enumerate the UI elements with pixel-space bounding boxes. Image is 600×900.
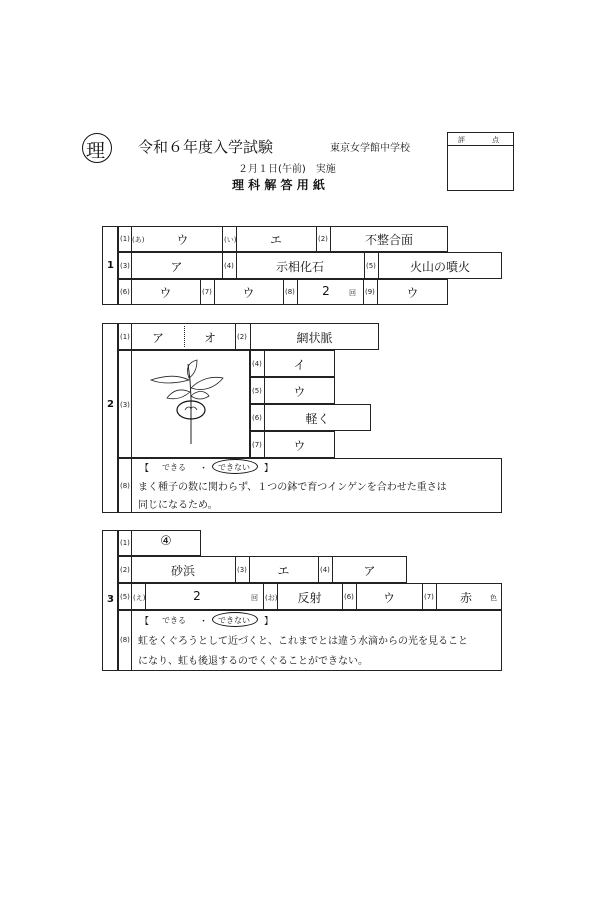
s2-q1-label: (1) xyxy=(120,333,130,341)
divider xyxy=(222,226,223,252)
s2-q6-answer: 軽く xyxy=(305,412,330,426)
s2-q1-answer-b: オ xyxy=(203,331,216,345)
s1-q4-label: (4) xyxy=(224,262,234,270)
s3-q1-answer: ④ xyxy=(160,534,172,549)
s2-q7-answer: ウ xyxy=(293,439,306,453)
divider xyxy=(422,583,423,610)
divider xyxy=(264,377,265,404)
s2-q4-answer: イ xyxy=(293,358,306,372)
s3-q8-bracket-open: 【 xyxy=(140,617,150,627)
s3-q5-label: (5) xyxy=(120,593,130,601)
plant-leaf-mid-right xyxy=(191,392,209,400)
s2-q8-option-can: できる xyxy=(162,463,186,472)
s2-q7-label: (7) xyxy=(252,441,262,449)
divider xyxy=(131,556,132,583)
s2-q8-bracket-close: 】 xyxy=(264,464,274,474)
s3-q7-label: (7) xyxy=(424,593,434,601)
score-label-right: 点 xyxy=(492,136,499,144)
s3-q5e-unit: 回 xyxy=(251,594,258,602)
divider xyxy=(131,252,132,279)
s3-q8-answer-line2: になり、虹も後退するのでくぐることができない。 xyxy=(138,656,368,667)
plant-leaf-mid-left xyxy=(167,390,190,399)
s1-q7-label: (7) xyxy=(202,288,212,296)
section-1-number: 1 xyxy=(107,260,114,271)
s1-q5-answer: 火山の噴火 xyxy=(409,260,470,274)
s3-q8-option-can: できる xyxy=(162,616,186,625)
s1-q8-unit: 回 xyxy=(349,289,356,297)
divider xyxy=(316,226,317,252)
s3-q2-answer: 砂浜 xyxy=(170,564,195,578)
divider xyxy=(356,583,357,610)
divider xyxy=(436,583,437,610)
plant-leaf-left xyxy=(151,376,189,383)
divider xyxy=(222,252,223,279)
divider xyxy=(378,252,379,279)
divider xyxy=(131,323,132,350)
subject-mark: 理 xyxy=(86,140,106,162)
divider xyxy=(131,350,132,458)
divider xyxy=(200,279,201,305)
divider xyxy=(131,530,132,556)
s1-q2-label: (2) xyxy=(318,235,328,243)
divider xyxy=(342,583,343,610)
s2-q8-label: (8) xyxy=(120,482,130,490)
s1-q1a-answer: ウ xyxy=(176,233,189,247)
divider xyxy=(318,556,319,583)
s1-q9-label: (9) xyxy=(365,288,375,296)
s1-q1-label: (1) xyxy=(120,235,130,243)
s1-q7-answer: ウ xyxy=(242,286,255,300)
section-3-number: 3 xyxy=(107,594,114,605)
plant-drawing xyxy=(145,358,230,448)
s2-q2-answer: 網状脈 xyxy=(296,331,333,345)
s2-q5-label: (5) xyxy=(252,387,262,395)
divider xyxy=(131,279,132,305)
s3-q3-label: (3) xyxy=(237,566,247,574)
s2-q8-separator: ・ xyxy=(199,464,209,474)
section-2-number: 2 xyxy=(107,399,114,410)
divider xyxy=(377,279,378,305)
divider xyxy=(264,350,265,377)
s1-q8-label: (8) xyxy=(285,288,295,296)
s1-q9-answer: ウ xyxy=(406,286,419,300)
s3-q5e-answer: 2 xyxy=(193,589,201,603)
s2-q8-bracket-open: 【 xyxy=(140,464,150,474)
s3-q6-answer: ウ xyxy=(382,591,395,605)
s1-q5-label: (5) xyxy=(366,262,376,270)
divider-dotted xyxy=(184,326,185,347)
s3-q4-label: (4) xyxy=(320,566,330,574)
s1-q1i-label: (い) xyxy=(224,236,237,244)
divider xyxy=(131,610,132,671)
divider xyxy=(263,583,264,610)
s3-q3-answer: エ xyxy=(277,564,290,578)
s1-q6-answer: ウ xyxy=(159,286,172,300)
s2-q3-label: (3) xyxy=(120,401,130,409)
s1-q1a-label: (あ) xyxy=(132,236,145,244)
s1-q3-label: (3) xyxy=(120,262,130,270)
s3-q4-answer: ア xyxy=(363,564,376,578)
exam-title: 令和６年度入学試験 xyxy=(138,138,274,156)
exam-date: ２月１日(午前) 実施 xyxy=(238,164,336,175)
divider xyxy=(330,226,331,252)
school-name: 東京女学館中学校 xyxy=(330,143,410,154)
s3-q8-answer-line1: 虹をくぐろうとして近づくと、これまでとは違う水滴からの光を見ること xyxy=(138,636,468,647)
s3-q5e-label: (え) xyxy=(133,594,146,602)
divider xyxy=(283,279,284,305)
s3-q8-separator: ・ xyxy=(199,617,209,627)
s2-q8-answer-line2: 同じになるため。 xyxy=(138,500,218,511)
s1-q1i-answer: エ xyxy=(269,233,282,247)
s1-q6-label: (6) xyxy=(120,288,130,296)
divider xyxy=(214,279,215,305)
s3-q6-label: (6) xyxy=(344,593,354,601)
divider xyxy=(131,583,132,610)
s2-q6-label: (6) xyxy=(252,414,262,422)
s3-q2-label: (2) xyxy=(120,566,130,574)
divider xyxy=(249,556,250,583)
divider xyxy=(264,404,265,431)
s3-q5o-label: (お) xyxy=(265,594,278,602)
divider xyxy=(332,556,333,583)
divider xyxy=(131,458,132,513)
divider xyxy=(364,252,365,279)
s3-q8-bracket-close: 】 xyxy=(264,617,274,627)
divider xyxy=(235,556,236,583)
divider xyxy=(250,323,251,350)
plant-leaf-right xyxy=(191,377,223,389)
s2-q1-answer-a: ア xyxy=(151,331,164,345)
s3-q5o-answer: 反射 xyxy=(297,591,322,605)
s1-q2-answer: 不整合面 xyxy=(364,233,413,247)
score-divider xyxy=(447,145,514,146)
divider xyxy=(235,323,236,350)
s1-q8-answer: 2 xyxy=(322,284,330,298)
section-2-number-cell xyxy=(102,323,118,513)
s2-q4-label: (4) xyxy=(252,360,262,368)
s2-q8-option-cannot: できない xyxy=(218,463,250,472)
s3-q1-label: (1) xyxy=(120,539,130,547)
s2-q2-label: (2) xyxy=(237,333,247,341)
s3-q8-label: (8) xyxy=(120,636,130,644)
sheet-title: 理 科 解 答 用 紙 xyxy=(232,178,325,192)
s3-q7-answer: 赤 xyxy=(459,591,472,605)
s3-q8-option-cannot: できない xyxy=(218,616,250,625)
divider xyxy=(236,252,237,279)
s1-q3-answer: ア xyxy=(170,260,183,274)
s1-q4-answer: 示相化石 xyxy=(275,260,324,274)
s2-q8-answer-line1: まく種子の数に関わらず、１つの鉢で育つインゲンを合わせた重さは xyxy=(138,482,447,493)
divider xyxy=(297,279,298,305)
divider xyxy=(363,279,364,305)
score-label-left: 評 xyxy=(458,136,465,144)
divider xyxy=(264,431,265,458)
s3-q7-unit: 色 xyxy=(490,594,497,602)
s2-q5-answer: ウ xyxy=(293,385,306,399)
